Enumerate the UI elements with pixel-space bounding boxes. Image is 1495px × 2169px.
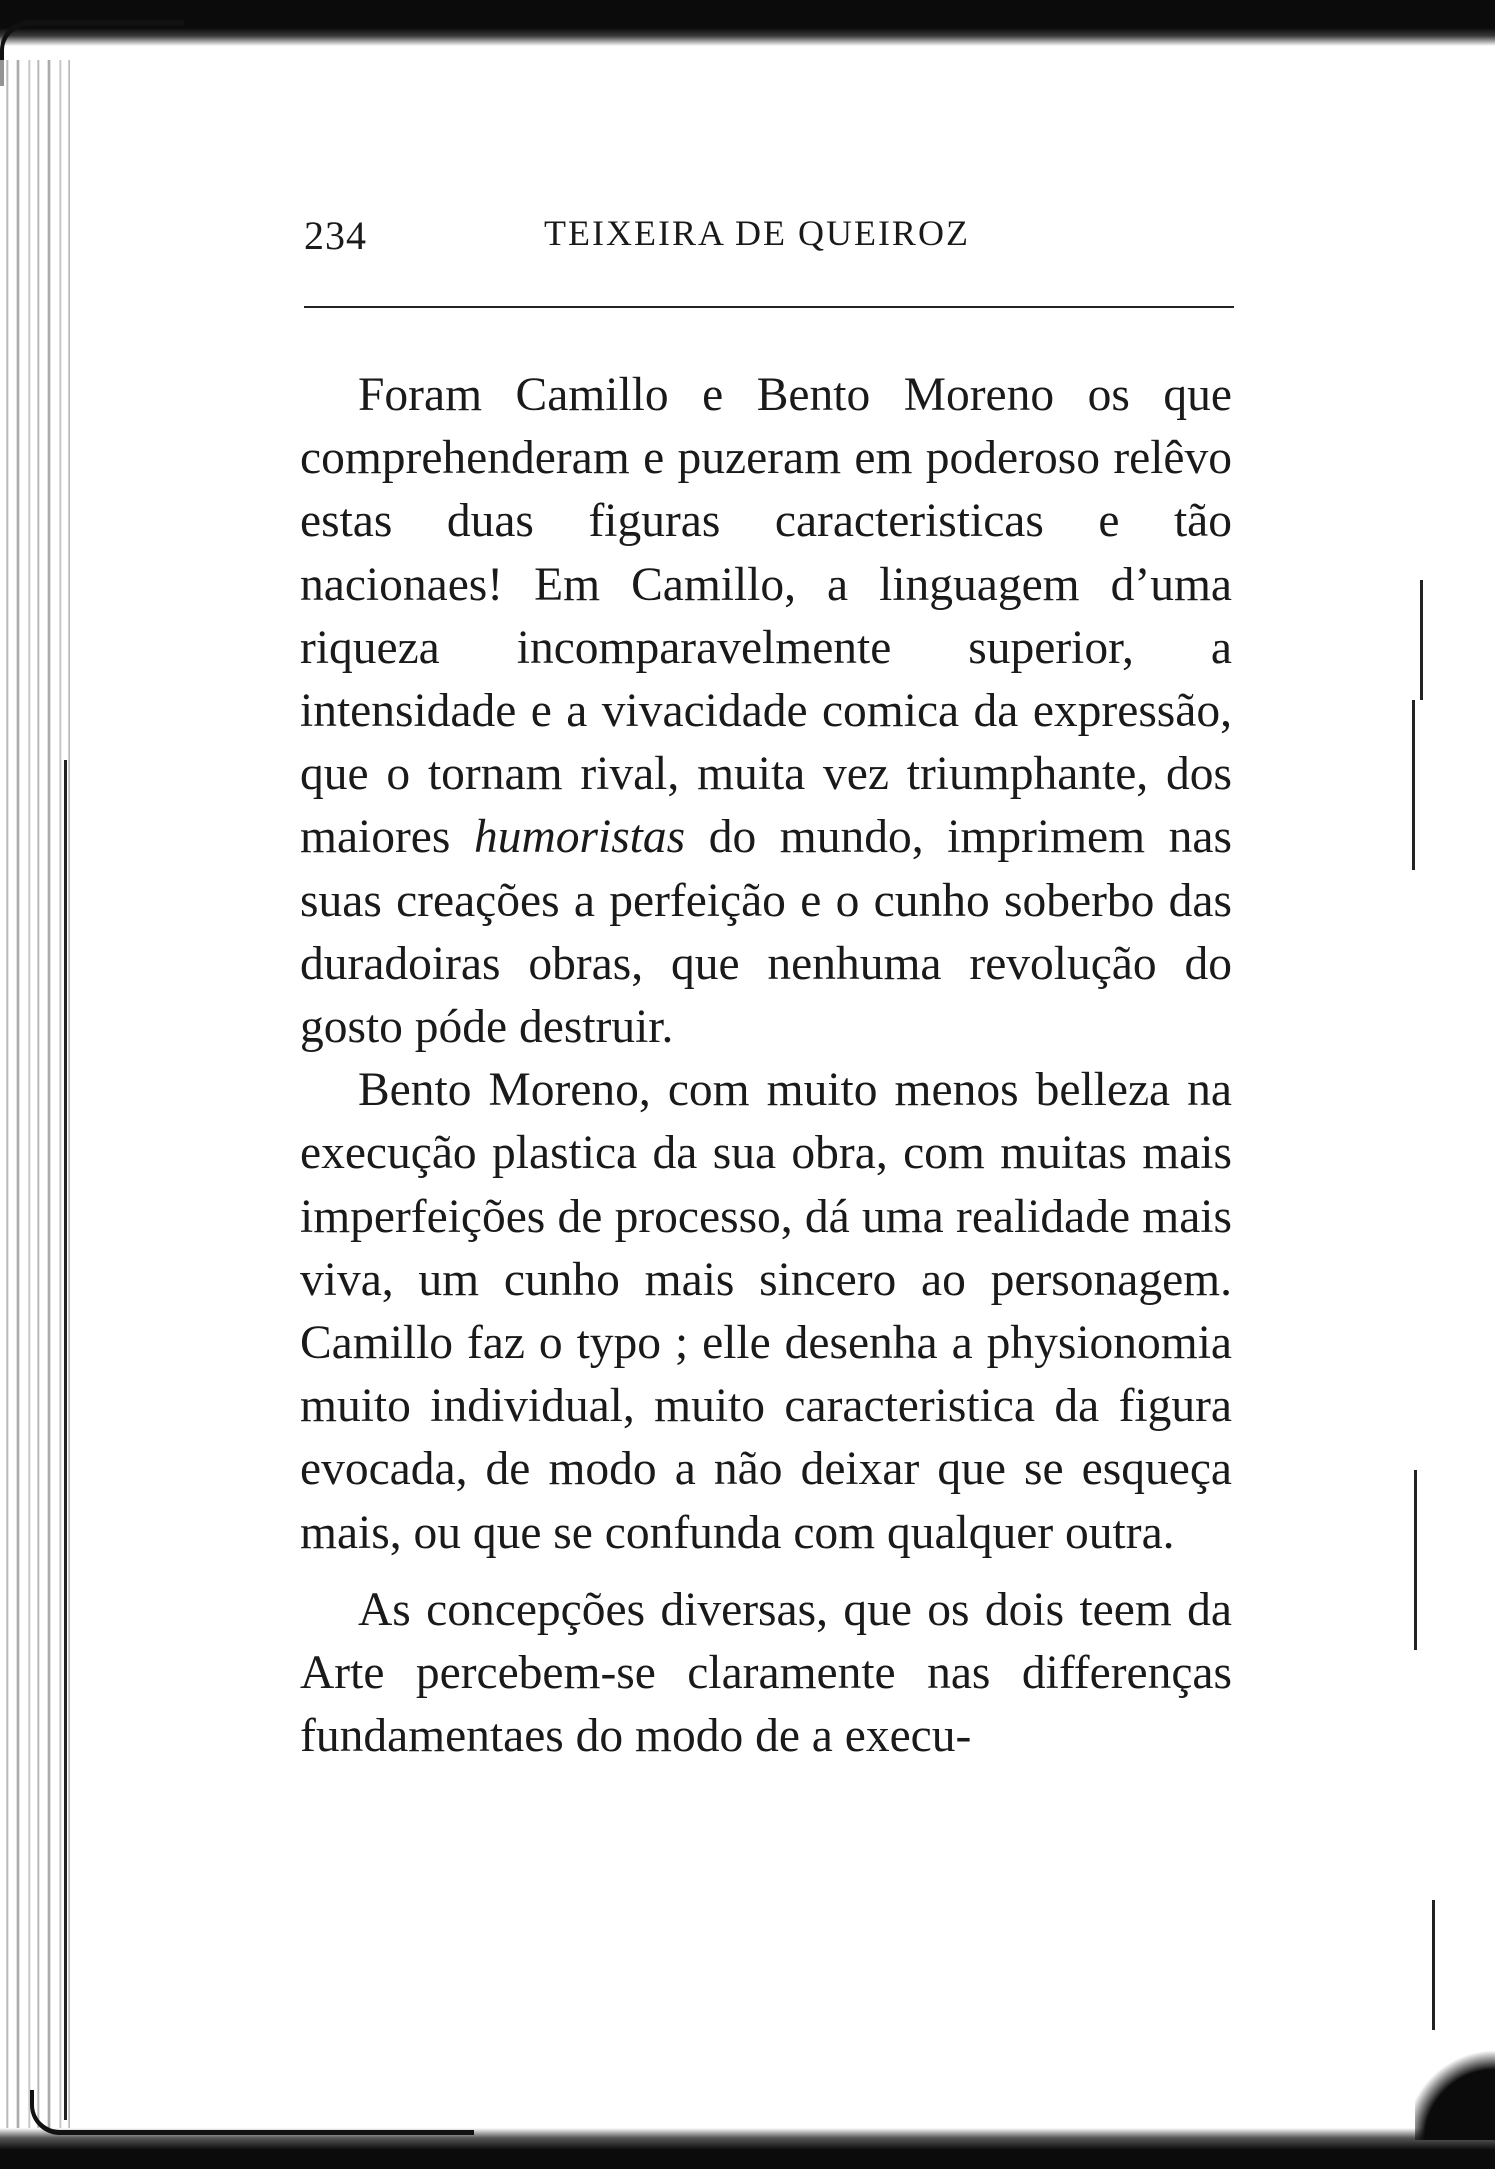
paragraph-1-italic-word: humoristas — [473, 811, 686, 864]
scan-edge-left-line — [64, 760, 67, 2120]
paragraph-1-text-end: do mundo, imprimem nas suas creações a perfeição e o cunho soberbo das duradoiras obras, que nenhuma revolução do gosto póde destruir. — [300, 811, 1232, 1054]
scan-right-mark — [1432, 1900, 1435, 2030]
paragraph-1-text-start: Foram Camillo e Bento Moreno os que comprehenderam e puzeram em poderoso relêvo estas duas figuras caracteristicas e tão nacionaes! Em Camillo, a linguagem d’uma riqueza incomparavelmente superior, a intensidade e a vivacidade comica da expressão, que o tornam rival, muita vez triumphante, dos maiores — [300, 369, 1232, 864]
scan-edge-bottom-left — [30, 2090, 474, 2135]
paragraph-3: As concepções diversas, que os dois teem da Arte percebem-se claramente nas differenças fundamentaes do modo de a execu- — [300, 1583, 1232, 1763]
paragraph-1 — [300, 364, 1232, 1059]
scan-right-mark — [1414, 1470, 1417, 1650]
scan-right-mark — [1420, 580, 1423, 700]
scan-edge-top — [0, 0, 1495, 46]
paragraph-2: Bento Moreno, com muito menos belleza na execução plastica da sua obra, com muitas mais imperfeições de processo, dá uma realidade mais viva, um cunho mais sincero ao personagem. Camillo faz o typo ; elle desenha a physionomia muito individual, muito caracteristica da figura evocada, de modo a não deixar que se esqueça mais, ou que se confunda com qualquer outra. — [300, 1064, 1232, 1559]
body-text — [300, 364, 1232, 1768]
scan-right-mark — [1412, 700, 1415, 870]
scan-edge-right-corner — [1415, 2040, 1495, 2140]
running-head — [304, 212, 1234, 272]
running-title: TEIXEIRA DE QUEIROZ — [544, 213, 970, 253]
page-number: 234 — [304, 213, 367, 258]
scan-edge-left — [0, 60, 70, 2140]
header-rule — [304, 306, 1234, 308]
